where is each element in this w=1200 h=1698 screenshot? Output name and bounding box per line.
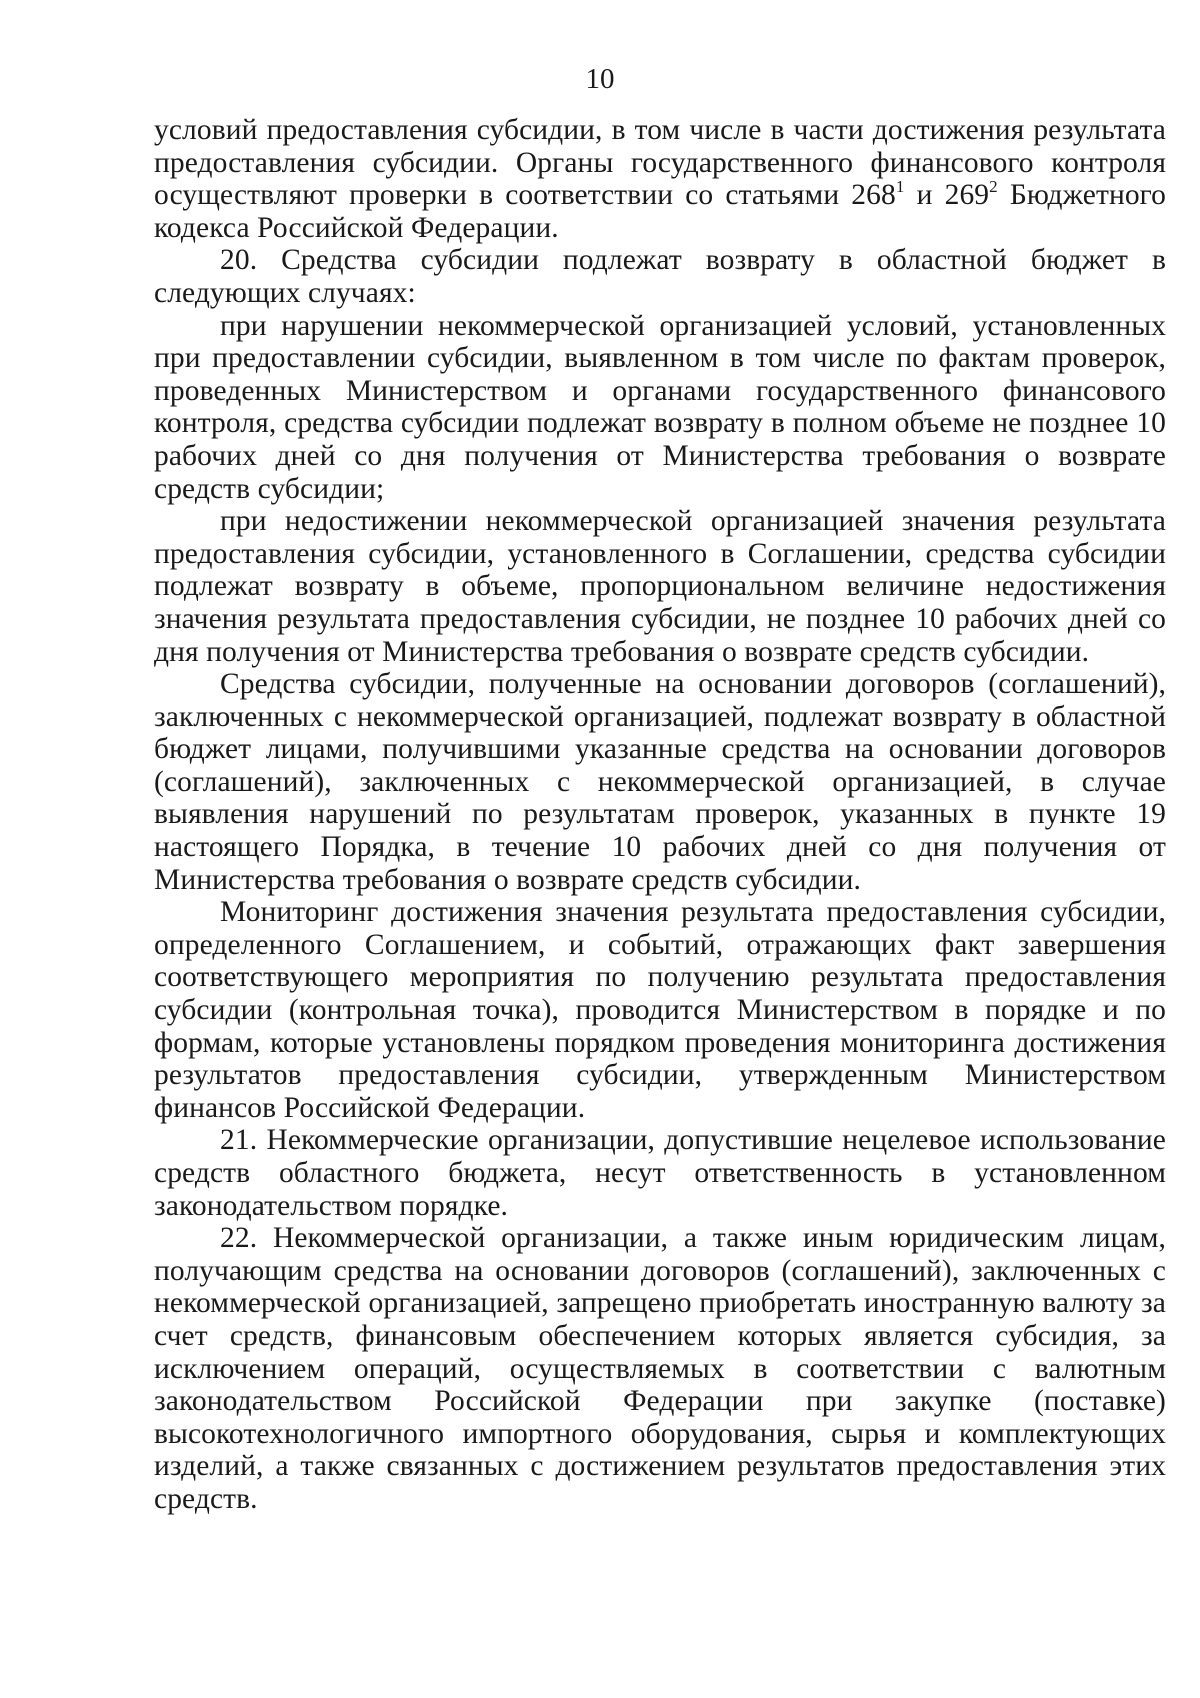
paragraph-20-contracts: Средства субсидии, полученные на основании договоров (соглашений), заключенных с некоммерческой организацией, подлежат возврату в областной бюджет лицами, получившими указанные средства на основании договоров (соглашений), заключенных с некоммерческой организацией, в случае выявления нарушений по результатам проверок, указанных в пункте 19 настоящего Порядка, в течение 10 рабочих дней со дня получения от Министерства требования о возврате средств субсидии. <box>154 668 1166 896</box>
paragraph-continuation <box>154 114 1166 244</box>
paragraph-21: 21. Некоммерческие организации, допустившие нецелевое использование средств областного бюджета, несут ответственность в установленном законодательством порядке. <box>154 1124 1166 1222</box>
paragraph-20-violation: при нарушении некоммерческой организацией условий, установленных при предоставлении субсидии, выявленном в том числе по фактам проверок, проведенных Министерством и органами государственного финансового контроля, средства субсидии подлежат возврату в полном объеме не позднее 10 рабочих дней со дня получения от Министерства требования о возврате средств субсидии; <box>154 309 1166 505</box>
continuation-text: условий предоставления субсидии, в том числе в части достижения результата предоставления субсидии. Органы государственного финансового контроля осуществляют проверки в соответствии со статьями 268 <box>154 114 1166 212</box>
page-number: 10 <box>585 63 615 95</box>
superscript-2: 2 <box>989 177 998 197</box>
paragraph-20-monitoring: Мониторинг достижения значения результата предоставления субсидии, определенного Соглашением, и событий, отражающих факт завершения соответствующего мероприятия по получению результата предоставления субсидии (контрольная точка), проводится Министерством в порядке и по формам, которые установлены порядком проведения мониторинга достижения результатов предоставления субсидии, утвержденным Министерством финансов Российской Федерации. <box>154 896 1166 1124</box>
superscript-1: 1 <box>895 177 905 197</box>
paragraph-20-nonachievement: при недостижении некоммерческой организацией значения результата предоставления субсидии, установленного в Соглашении, средства субсидии подлежат возврату в объеме, пропорциональном величине недостижения значения результата предоставления субсидии, не позднее 10 рабочих дней со дня получения от Министерства требования о возврате средств субсидии. <box>154 505 1166 668</box>
paragraph-22: 22. Некоммерческой организации, а также иным юридическим лицам, получающим средства на основании договоров (соглашений), заключенных с некоммерческой организацией, запрещено приобретать иностранную валюту за счет средств, финансовым обеспечением которых является субсидия, за исключением операций, осуществляемых в соответствии с валютным законодательством Российской Федерации при закупке (поставке) высокотехнологичного импортного оборудования, сырья и комплектующих изделий, а также связанных с достижением результатов предоставления этих средств. <box>154 1222 1166 1515</box>
document-body <box>154 114 1166 1516</box>
continuation-text-2: и 269 <box>904 179 990 212</box>
paragraph-20: 20. Средства субсидии подлежат возврату в областной бюджет в следующих случаях: <box>154 244 1166 309</box>
continuation-text-3: Бюджетного кодекса Российской Федерации. <box>154 179 1166 244</box>
